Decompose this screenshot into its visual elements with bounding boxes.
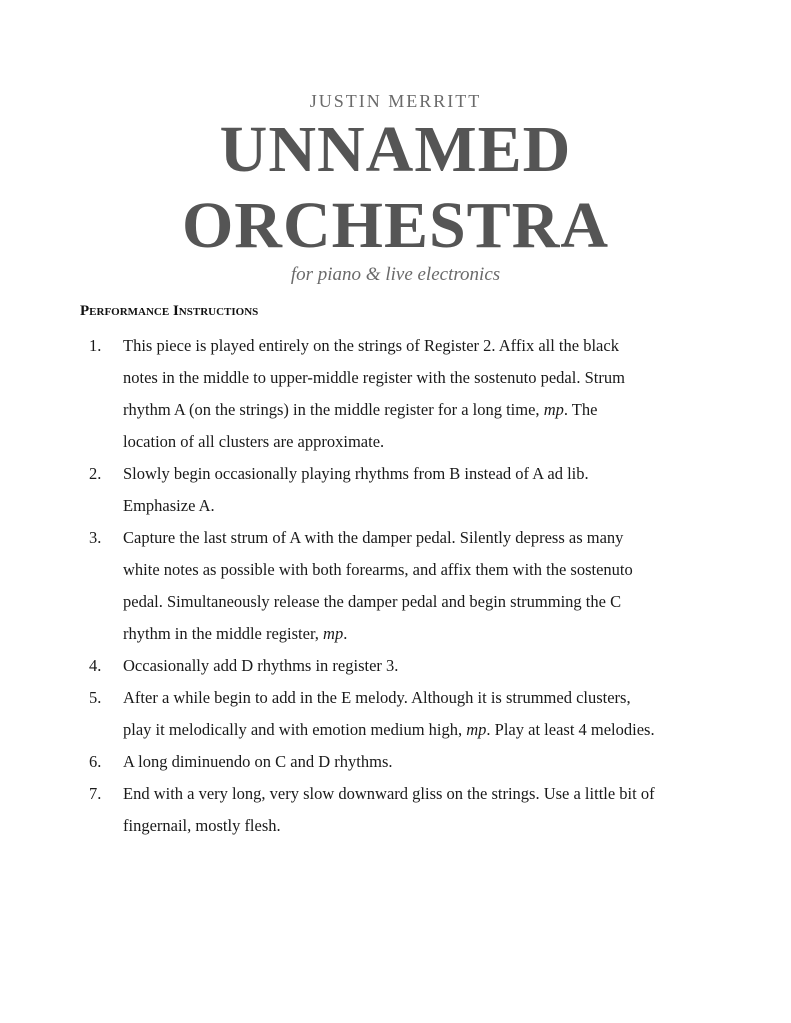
text-segment: rhythm A (on the strings) in the middle register for a long time, [123,400,544,419]
text-segment: . The [563,400,598,419]
section-heading: Performance Instructions [80,303,259,319]
item-text-line [123,426,749,458]
item-number: 1. [89,336,102,355]
text-segment: Capture the last strum of A with the damper pedal. Silently depress as many [123,528,624,547]
item-text-line [123,746,749,778]
item-text-line [123,394,749,426]
item-text-line [123,522,749,554]
text-segment: . [343,624,348,643]
item-number: 6. [89,752,102,771]
item-text-line [123,714,749,746]
item-text-line [123,490,749,522]
text-segment: Slowly begin occasionally playing rhythms from B instead of A ad lib. [123,464,589,483]
text-segment: rhythm in the middle register, [123,624,324,643]
title-block [0,90,791,286]
text-segment: white notes as possible with both forearms, and affix them with the sostenuto [123,560,633,579]
item-text-line [123,362,749,394]
item-text-line [123,586,749,618]
instruction-item [89,330,749,458]
instruction-item [89,746,749,778]
item-text-line [123,778,749,810]
text-segment: A long diminuendo on C and D rhythms. [123,752,393,771]
dynamic-marking: mp [466,720,487,739]
instruction-item [89,778,749,842]
dynamic-marking: mp [323,624,344,643]
item-number: 3. [89,528,102,547]
text-segment: End with a very long, very slow downward gliss on the strings. Use a little bit of [123,784,655,803]
item-text-line [123,458,749,490]
text-segment: pedal. Simultaneously release the damper pedal and begin strumming the C [123,592,622,611]
instruction-item [89,650,749,682]
dynamic-marking: mp [543,400,564,419]
title-line-1: UNNAMED [219,113,572,186]
item-text-line [123,330,749,362]
item-text-line [123,682,749,714]
text-segment: . Play at least 4 melodies. [486,720,655,739]
text-segment: Occasionally add D rhythms in register 3. [123,656,399,675]
text-segment: After a while begin to add in the E melody. Although it is strummed clusters, [123,688,631,707]
title-line-2: ORCHESTRA [181,189,610,262]
subtitle: for piano & live electronics [290,264,501,285]
text-segment: fingernail, mostly flesh. [123,816,281,835]
instructions-list [89,330,749,842]
text-segment: This piece is played entirely on the strings of Register 2. Affix all the black [123,336,619,355]
instruction-item [89,682,749,746]
item-number: 2. [89,464,102,483]
item-text-line [123,650,749,682]
item-number: 7. [89,784,102,803]
item-text-line [123,554,749,586]
instruction-item [89,522,749,650]
text-segment: location of all clusters are approximate. [123,432,385,451]
item-text-line [123,618,749,650]
composer-name: JUSTIN MERRITT [309,91,482,111]
item-number: 4. [89,656,102,675]
item-text-line [123,810,749,842]
text-segment: Emphasize A. [123,496,215,515]
text-segment: play it melodically and with emotion medium high, [123,720,467,739]
instruction-item [89,458,749,522]
text-segment: notes in the middle to upper-middle register with the sostenuto pedal. Strum [123,368,625,387]
item-number: 5. [89,688,102,707]
